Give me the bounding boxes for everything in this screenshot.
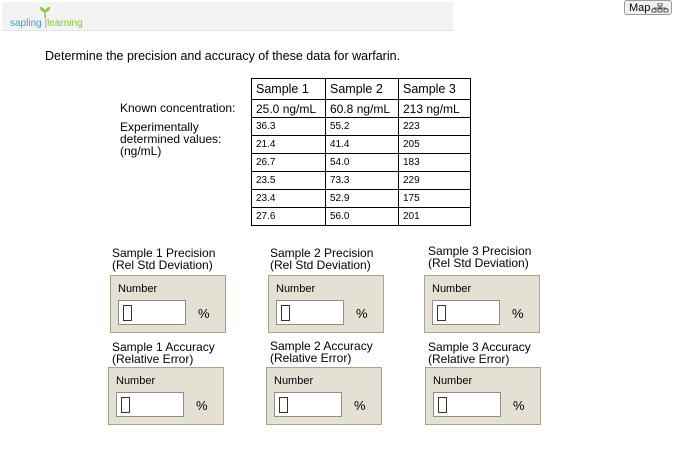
table-cell: 205 bbox=[399, 136, 471, 154]
table-cell: 229 bbox=[399, 172, 471, 190]
table-cell: 56.0 bbox=[326, 208, 399, 226]
sample-2-precision-label: Sample 2 Precision (Rel Std Deviation) bbox=[270, 246, 374, 272]
sample-2-accuracy-input[interactable] bbox=[274, 392, 342, 417]
number-label: Number bbox=[276, 283, 316, 295]
percent-unit: % bbox=[198, 306, 210, 321]
sample-1-precision-input[interactable] bbox=[118, 300, 186, 325]
known-row bbox=[252, 100, 471, 118]
question-text: Determine the precision and accuracy of these data for warfarin. bbox=[45, 49, 401, 63]
number-label: Number bbox=[118, 283, 158, 295]
sample-2-precision-input[interactable] bbox=[276, 300, 344, 325]
sample-2-accuracy-label: Sample 2 Accuracy (Relative Error) bbox=[270, 339, 373, 365]
logo-separator: | bbox=[44, 18, 48, 29]
table-row bbox=[252, 118, 471, 136]
sprout-icon bbox=[38, 6, 52, 18]
known-sample-3: 213 ng/mL bbox=[399, 100, 471, 118]
table-row bbox=[252, 136, 471, 154]
sample-1-accuracy-input[interactable] bbox=[116, 392, 184, 417]
table-header-row bbox=[252, 79, 471, 100]
warfarin-data-table bbox=[251, 78, 471, 226]
known-sample-1: 25.0 ng/mL bbox=[252, 100, 326, 118]
sample-3-accuracy-answer bbox=[425, 367, 541, 425]
percent-unit: % bbox=[513, 398, 525, 413]
table-cell: 26.7 bbox=[252, 154, 326, 172]
map-button[interactable] bbox=[624, 0, 672, 15]
sample-1-precision-answer bbox=[110, 275, 226, 333]
sample-3-accuracy-label: Sample 3 Accuracy (Relative Error) bbox=[428, 340, 531, 366]
number-label: Number bbox=[433, 375, 473, 387]
table-cell: 54.0 bbox=[326, 154, 399, 172]
table-cell: 27.6 bbox=[252, 208, 326, 226]
table-cell: 175 bbox=[399, 190, 471, 208]
known-concentration-label: Known concentration: bbox=[120, 101, 236, 115]
experimental-values-label: Experimentally determined values: (ng/mL) bbox=[120, 120, 222, 158]
sample-2-accuracy-answer bbox=[266, 367, 382, 425]
table-row bbox=[252, 154, 471, 172]
table-cell: 223 bbox=[399, 118, 471, 136]
header-sample-1: Sample 1 bbox=[252, 79, 326, 100]
percent-unit: % bbox=[196, 398, 208, 413]
sample-1-accuracy-answer bbox=[108, 367, 224, 425]
logo-product: learning bbox=[47, 18, 83, 29]
sapling-learning-logo bbox=[10, 6, 90, 30]
percent-unit: % bbox=[356, 306, 368, 321]
sample-1-precision-label: Sample 1 Precision (Rel Std Deviation) bbox=[112, 246, 216, 272]
table-cell: 36.3 bbox=[252, 118, 326, 136]
table-cell: 73.3 bbox=[326, 172, 399, 190]
number-label: Number bbox=[116, 375, 156, 387]
sample-1-accuracy-label: Sample 1 Accuracy (Relative Error) bbox=[112, 340, 215, 366]
table-row bbox=[252, 190, 471, 208]
known-sample-2: 60.8 ng/mL bbox=[326, 100, 399, 118]
text-cursor bbox=[123, 305, 132, 321]
sample-3-accuracy-input[interactable] bbox=[433, 392, 501, 417]
table-row bbox=[252, 208, 471, 226]
sample-3-precision-input[interactable] bbox=[432, 300, 500, 325]
table-cell: 41.4 bbox=[326, 136, 399, 154]
table-cell: 23.5 bbox=[252, 172, 326, 190]
percent-unit: % bbox=[354, 398, 366, 413]
text-cursor bbox=[437, 305, 446, 321]
text-cursor bbox=[281, 305, 290, 321]
text-cursor bbox=[438, 397, 447, 413]
header-sample-2: Sample 2 bbox=[326, 79, 399, 100]
header-sample-3: Sample 3 bbox=[399, 79, 471, 100]
sample-2-precision-answer bbox=[268, 275, 384, 333]
percent-unit: % bbox=[512, 306, 524, 321]
table-cell: 201 bbox=[399, 208, 471, 226]
text-cursor bbox=[121, 397, 130, 413]
table-cell: 183 bbox=[399, 154, 471, 172]
sample-3-precision-label: Sample 3 Precision (Rel Std Deviation) bbox=[428, 244, 532, 270]
sitemap-icon bbox=[651, 3, 669, 13]
table-cell: 23.4 bbox=[252, 190, 326, 208]
number-label: Number bbox=[274, 375, 314, 387]
text-cursor bbox=[279, 397, 288, 413]
map-label: Map bbox=[629, 2, 651, 14]
number-label: Number bbox=[432, 283, 472, 295]
table-cell: 52.9 bbox=[326, 190, 399, 208]
logo-brand: sapling bbox=[10, 18, 42, 29]
table-cell: 55.2 bbox=[326, 118, 399, 136]
sample-3-precision-answer bbox=[424, 275, 540, 333]
table-cell: 21.4 bbox=[252, 136, 326, 154]
table-row bbox=[252, 172, 471, 190]
top-bar bbox=[2, 2, 453, 31]
